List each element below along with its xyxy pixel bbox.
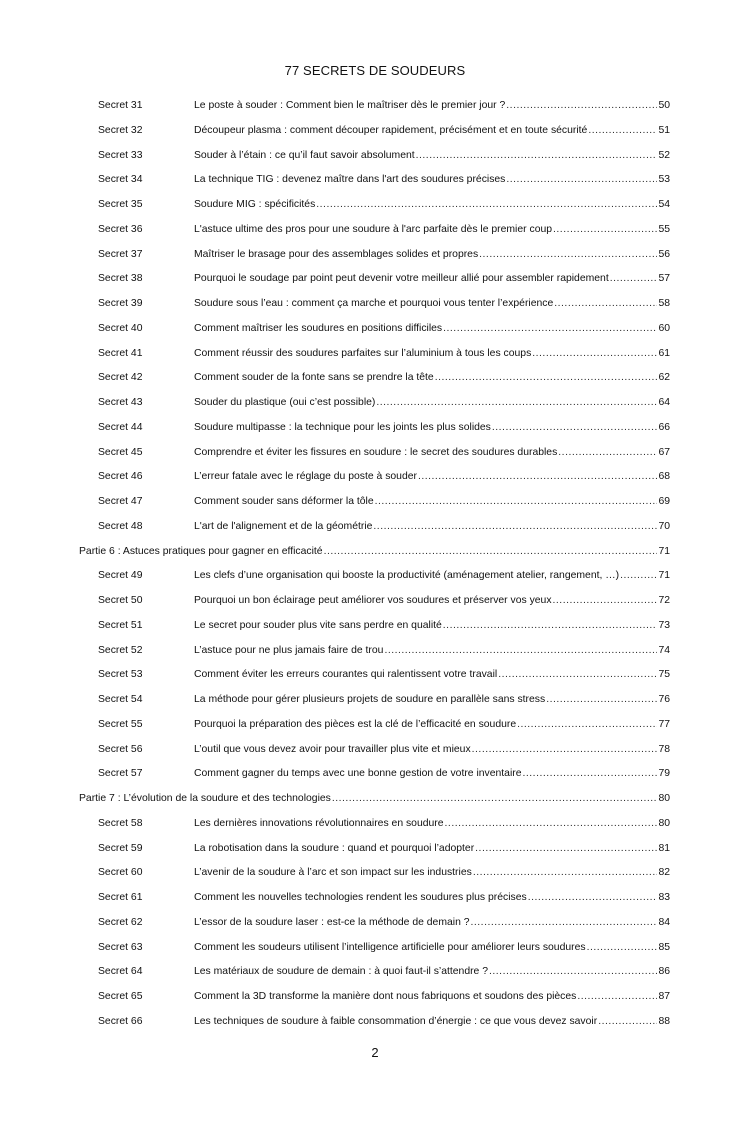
toc-secret-number: Secret 41 — [98, 347, 143, 359]
toc-row[interactable] — [0, 738, 750, 763]
toc-entry — [194, 490, 670, 515]
toc-secret-number: Secret 64 — [98, 966, 143, 978]
toc-entry — [194, 391, 670, 416]
toc-page-number: 73 — [658, 619, 670, 631]
toc-secret-number: Secret 47 — [98, 496, 143, 507]
toc-entry — [194, 837, 670, 862]
toc-entry — [194, 416, 670, 441]
toc-row[interactable] — [0, 416, 750, 441]
dot-leader — [471, 911, 658, 936]
toc-page-number: 72 — [658, 595, 670, 606]
toc-entry-title: Comment souder sans déformer la tôle — [194, 496, 374, 507]
toc-entry-title: Découpeur plasma : comment découper rapidement, précisément et en toute sécurité — [194, 124, 588, 136]
toc-row[interactable] — [0, 218, 750, 243]
dot-leader — [373, 515, 657, 540]
toc-row[interactable] — [0, 639, 750, 664]
toc-entry-title: Les clefs d’une organisation qui booste la productivité (aménagement atelier, rangement, …) — [194, 570, 620, 582]
toc-row[interactable] — [0, 317, 750, 342]
toc-entry — [194, 663, 670, 688]
toc-entry-title: Les dernières innovations révolutionnaires en soudure — [194, 817, 444, 829]
dot-leader — [553, 589, 658, 614]
toc-page-number: 57 — [658, 273, 670, 285]
toc-entry — [194, 886, 670, 911]
toc-page-number: 74 — [658, 644, 670, 656]
dot-leader — [598, 1010, 657, 1035]
toc-secret-number: Secret 44 — [98, 421, 143, 433]
toc-page-number: 78 — [658, 743, 670, 755]
toc-page-number: 52 — [658, 149, 670, 161]
toc-entry — [194, 366, 670, 391]
dot-leader — [523, 762, 658, 787]
dot-leader — [577, 985, 657, 1010]
dot-leader — [498, 663, 657, 688]
toc-row[interactable] — [0, 490, 750, 515]
toc-secret-number: Secret 49 — [98, 570, 143, 582]
toc-row[interactable] — [0, 911, 750, 936]
toc-entry — [194, 342, 670, 367]
toc-row[interactable] — [0, 441, 750, 466]
dot-leader — [332, 787, 658, 812]
toc-page-number: 87 — [658, 991, 670, 1002]
toc-entry-title: Pourquoi la préparation des pièces est la clé de l’efficacité en soudure — [194, 718, 517, 730]
toc-entry-title: L’outil que vous devez avoir pour travailler plus vite et mieux — [194, 743, 471, 755]
toc-entry — [194, 515, 670, 540]
toc-entry — [194, 317, 670, 342]
dot-leader — [376, 391, 657, 416]
toc-entry — [194, 94, 670, 119]
toc-row[interactable] — [0, 812, 750, 837]
dot-leader — [443, 614, 658, 639]
toc-row[interactable] — [0, 936, 750, 961]
toc-row[interactable] — [0, 119, 750, 144]
toc-entry — [194, 960, 670, 985]
toc-entry — [194, 1010, 670, 1035]
toc-entry — [194, 589, 670, 614]
dot-leader — [587, 936, 658, 961]
toc-page-number: 75 — [658, 669, 670, 681]
toc-row[interactable] — [0, 465, 750, 490]
toc-row[interactable] — [0, 1010, 750, 1035]
toc-row[interactable] — [0, 985, 750, 1010]
toc-entry — [194, 218, 670, 243]
toc-page-number: 68 — [658, 471, 670, 483]
toc-row[interactable] — [0, 243, 750, 268]
toc-secret-number: Secret 48 — [98, 520, 143, 532]
dot-leader — [324, 540, 658, 565]
dot-leader — [506, 94, 657, 119]
toc-entry-title: L'art de l'alignement et de la géométrie — [194, 520, 373, 532]
dot-leader — [588, 119, 657, 144]
toc-entry-title: La méthode pour gérer plusieurs projets de soudure en parallèle sans stress — [194, 694, 546, 705]
toc-secret-number: Secret 43 — [98, 397, 143, 408]
toc-secret-number: Secret 65 — [98, 991, 143, 1002]
toc-entry-title: Les techniques de soudure à faible consommation d’énergie : ce que vous devez savoir — [194, 1015, 598, 1027]
toc-entry — [194, 564, 670, 589]
toc-row[interactable] — [0, 168, 750, 193]
toc-entry-title: Le secret pour souder plus vite sans perdre en qualité — [194, 619, 442, 631]
dot-leader — [472, 738, 658, 763]
dot-leader — [554, 292, 657, 317]
toc-secret-number: Secret 58 — [98, 817, 143, 829]
toc-entry-title: La robotisation dans la soudure : quand et pourquoi l’adopter — [194, 842, 475, 854]
toc-secret-number: Secret 37 — [98, 248, 143, 260]
toc-entry-title: Comment maîtriser les soudures en positions difficiles — [194, 322, 443, 334]
dot-leader — [435, 366, 658, 391]
toc-entry — [194, 911, 670, 936]
toc-page-number: 80 — [658, 817, 670, 829]
table-of-contents — [0, 94, 750, 1035]
toc-entry — [194, 168, 670, 193]
toc-entry — [194, 861, 670, 886]
toc-entry-title: Partie 7 : L’évolution de la soudure et des technologies — [79, 793, 331, 804]
toc-secret-number: Secret 53 — [98, 669, 143, 681]
toc-row[interactable] — [0, 366, 750, 391]
toc-entry-title: Comment gagner du temps avec une bonne gestion de votre inventaire — [194, 768, 522, 780]
toc-row[interactable] — [0, 960, 750, 985]
toc-entry — [194, 713, 670, 738]
toc-page-number: 85 — [658, 941, 670, 953]
toc-page-number: 58 — [658, 298, 670, 309]
toc-entry — [194, 688, 670, 713]
page-title: 77 SECRETS DE SOUDEURS — [284, 63, 466, 78]
toc-entry-title: Comprendre et éviter les fissures en soudure : le secret des soudures durables — [194, 446, 558, 458]
toc-row[interactable] — [0, 564, 750, 589]
toc-row[interactable] — [0, 515, 750, 540]
toc-row[interactable] — [0, 292, 750, 317]
toc-row[interactable] — [0, 94, 750, 119]
toc-secret-number: Secret 33 — [98, 149, 143, 161]
toc-entry-title: Comment souder de la fonte sans se prendre la tête — [194, 372, 434, 384]
toc-secret-number: Secret 38 — [98, 273, 143, 285]
toc-entry — [194, 465, 670, 490]
dot-leader — [610, 267, 658, 292]
toc-page-number: 71 — [658, 545, 670, 557]
toc-entry-title: Comment les soudeurs utilisent l’intelligence artificielle pour améliorer leurs soudures — [194, 941, 586, 953]
toc-entry — [194, 762, 670, 787]
toc-secret-number: Secret 60 — [98, 867, 143, 879]
toc-entry-title: L’erreur fatale avec le réglage du poste à souder — [194, 471, 417, 483]
dot-leader — [553, 218, 657, 243]
dot-leader — [546, 688, 657, 713]
dot-leader — [517, 713, 657, 738]
toc-secret-number: Secret 61 — [98, 892, 143, 903]
toc-entry-title: Le poste à souder : Comment bien le maîtriser dès le premier jour ? — [194, 100, 506, 111]
toc-page-number: 51 — [658, 124, 670, 136]
toc-page-number: 50 — [658, 100, 670, 111]
dot-leader — [479, 243, 657, 268]
toc-part-row[interactable] — [0, 540, 750, 565]
dot-leader — [620, 564, 657, 589]
toc-entry — [194, 243, 670, 268]
toc-entry-title: Pourquoi le soudage par point peut devenir votre meilleur allié pour assembler rapidement — [194, 273, 609, 285]
toc-row[interactable] — [0, 589, 750, 614]
toc-secret-number: Secret 59 — [98, 842, 143, 854]
toc-secret-number: Secret 56 — [98, 743, 143, 755]
toc-page-number: 64 — [658, 397, 670, 408]
toc-page-number: 55 — [658, 223, 670, 235]
toc-entry-title: Souder du plastique (oui c’est possible) — [194, 397, 376, 408]
dot-leader — [375, 490, 658, 515]
dot-leader — [384, 639, 657, 664]
toc-row[interactable] — [0, 663, 750, 688]
toc-secret-number: Secret 66 — [98, 1015, 143, 1027]
dot-leader — [418, 465, 657, 490]
toc-entry — [79, 540, 670, 565]
toc-entry-title: Souder à l’étain : ce qu’il faut savoir absolument — [194, 149, 415, 161]
toc-page-number: 86 — [658, 966, 670, 978]
toc-entry-title: Les matériaux de soudure de demain : à quoi faut-il s’attendre ? — [194, 966, 489, 978]
dot-leader — [316, 193, 657, 218]
toc-page-number: 70 — [658, 520, 670, 532]
dot-leader — [475, 837, 657, 862]
toc-secret-number: Secret 45 — [98, 446, 143, 458]
toc-secret-number: Secret 40 — [98, 322, 143, 334]
toc-entry-title: Soudure MIG : spécificités — [194, 199, 316, 210]
toc-entry-title: Maîtriser le brasage pour des assemblages solides et propres — [194, 248, 479, 260]
toc-page-number: 56 — [658, 248, 670, 260]
toc-entry — [194, 738, 670, 763]
toc-page-number: 66 — [658, 421, 670, 433]
toc-secret-number: Secret 31 — [98, 100, 143, 111]
toc-entry-title: Comment la 3D transforme la manière dont nous fabriquons et soudons des pièces — [194, 991, 577, 1002]
toc-secret-number: Secret 46 — [98, 471, 143, 483]
toc-entry-title: Soudure multipasse : la technique pour les joints les plus solides — [194, 421, 491, 433]
toc-entry — [79, 787, 670, 812]
toc-row[interactable] — [0, 342, 750, 367]
toc-row[interactable] — [0, 837, 750, 862]
toc-secret-number: Secret 55 — [98, 718, 143, 730]
toc-secret-number: Secret 52 — [98, 644, 143, 656]
dot-leader — [506, 168, 657, 193]
toc-row[interactable] — [0, 762, 750, 787]
dot-leader — [492, 416, 658, 441]
toc-page-number: 76 — [658, 694, 670, 705]
toc-row[interactable] — [0, 614, 750, 639]
toc-entry-title: Comment éviter les erreurs courantes qui ralentissent votre travail — [194, 669, 498, 681]
toc-secret-number: Secret 34 — [98, 174, 143, 186]
toc-entry — [194, 193, 670, 218]
toc-page-number: 79 — [658, 768, 670, 780]
toc-secret-number: Secret 32 — [98, 124, 143, 136]
toc-page-number: 54 — [658, 199, 670, 210]
dot-leader — [558, 441, 657, 466]
dot-leader — [532, 342, 657, 367]
toc-secret-number: Secret 62 — [98, 916, 143, 928]
toc-entry — [194, 292, 670, 317]
toc-page-number: 71 — [658, 570, 670, 582]
toc-entry — [194, 119, 670, 144]
toc-row[interactable] — [0, 391, 750, 416]
toc-entry-title: L’avenir de la soudure à l’arc et son impact sur les industries — [194, 867, 472, 879]
toc-page-number: 77 — [658, 718, 670, 730]
toc-entry — [194, 985, 670, 1010]
toc-secret-number: Secret 54 — [98, 694, 143, 705]
toc-entry — [194, 267, 670, 292]
toc-entry — [194, 936, 670, 961]
toc-page-number: 67 — [658, 446, 670, 458]
page-number: 2 — [371, 1045, 379, 1060]
toc-entry-title: Partie 6 : Astuces pratiques pour gagner en efficacité — [79, 545, 323, 557]
toc-secret-number: Secret 36 — [98, 223, 143, 235]
toc-row[interactable] — [0, 688, 750, 713]
toc-row[interactable] — [0, 193, 750, 218]
toc-entry-title: Comment réussir des soudures parfaites sur l’aluminium à tous les coups — [194, 347, 532, 359]
dot-leader — [528, 886, 658, 911]
toc-entry-title: Pourquoi un bon éclairage peut améliorer vos soudures et préserver vos yeux — [194, 595, 552, 606]
toc-secret-number: Secret 35 — [98, 199, 143, 210]
toc-entry — [194, 812, 670, 837]
toc-entry-title: Soudure sous l’eau : comment ça marche et pourquoi vous tenter l’expérience — [194, 298, 554, 309]
toc-entry — [194, 441, 670, 466]
toc-row[interactable] — [0, 861, 750, 886]
toc-entry — [194, 614, 670, 639]
toc-entry-title: L’essor de la soudure laser : est-ce la méthode de demain ? — [194, 916, 470, 928]
toc-row[interactable] — [0, 144, 750, 169]
toc-page-number: 80 — [658, 793, 670, 804]
toc-page-number: 61 — [658, 347, 670, 359]
toc-page-number: 84 — [658, 916, 670, 928]
toc-secret-number: Secret 63 — [98, 941, 143, 953]
toc-entry — [194, 144, 670, 169]
toc-page-number: 62 — [658, 372, 670, 384]
toc-entry-title: La technique TIG : devenez maître dans l'art des soudures précises — [194, 174, 506, 186]
toc-page-number: 60 — [658, 322, 670, 334]
toc-page-number: 53 — [658, 174, 670, 186]
toc-part-row[interactable] — [0, 787, 750, 812]
toc-entry-title: L'astuce ultime des pros pour une soudure à l'arc parfaite dès le premier coup — [194, 223, 553, 235]
dot-leader — [443, 317, 657, 342]
toc-entry-title: L’astuce pour ne plus jamais faire de trou — [194, 644, 384, 656]
toc-row[interactable] — [0, 713, 750, 738]
toc-secret-number: Secret 51 — [98, 619, 143, 631]
toc-page-number: 83 — [658, 892, 670, 903]
toc-row[interactable] — [0, 267, 750, 292]
toc-secret-number: Secret 57 — [98, 768, 143, 780]
dot-leader — [489, 960, 657, 985]
dot-leader — [416, 144, 658, 169]
toc-secret-number: Secret 39 — [98, 298, 143, 309]
dot-leader — [473, 861, 658, 886]
toc-page-number: 82 — [658, 867, 670, 879]
toc-row[interactable] — [0, 886, 750, 911]
toc-secret-number: Secret 50 — [98, 595, 143, 606]
dot-leader — [445, 812, 658, 837]
toc-page-number: 88 — [658, 1015, 670, 1027]
toc-page-number: 81 — [658, 842, 670, 854]
toc-entry — [194, 639, 670, 664]
toc-secret-number: Secret 42 — [98, 372, 143, 384]
toc-entry-title: Comment les nouvelles technologies rendent les soudures plus précises — [194, 892, 527, 903]
toc-page-number: 69 — [658, 496, 670, 507]
